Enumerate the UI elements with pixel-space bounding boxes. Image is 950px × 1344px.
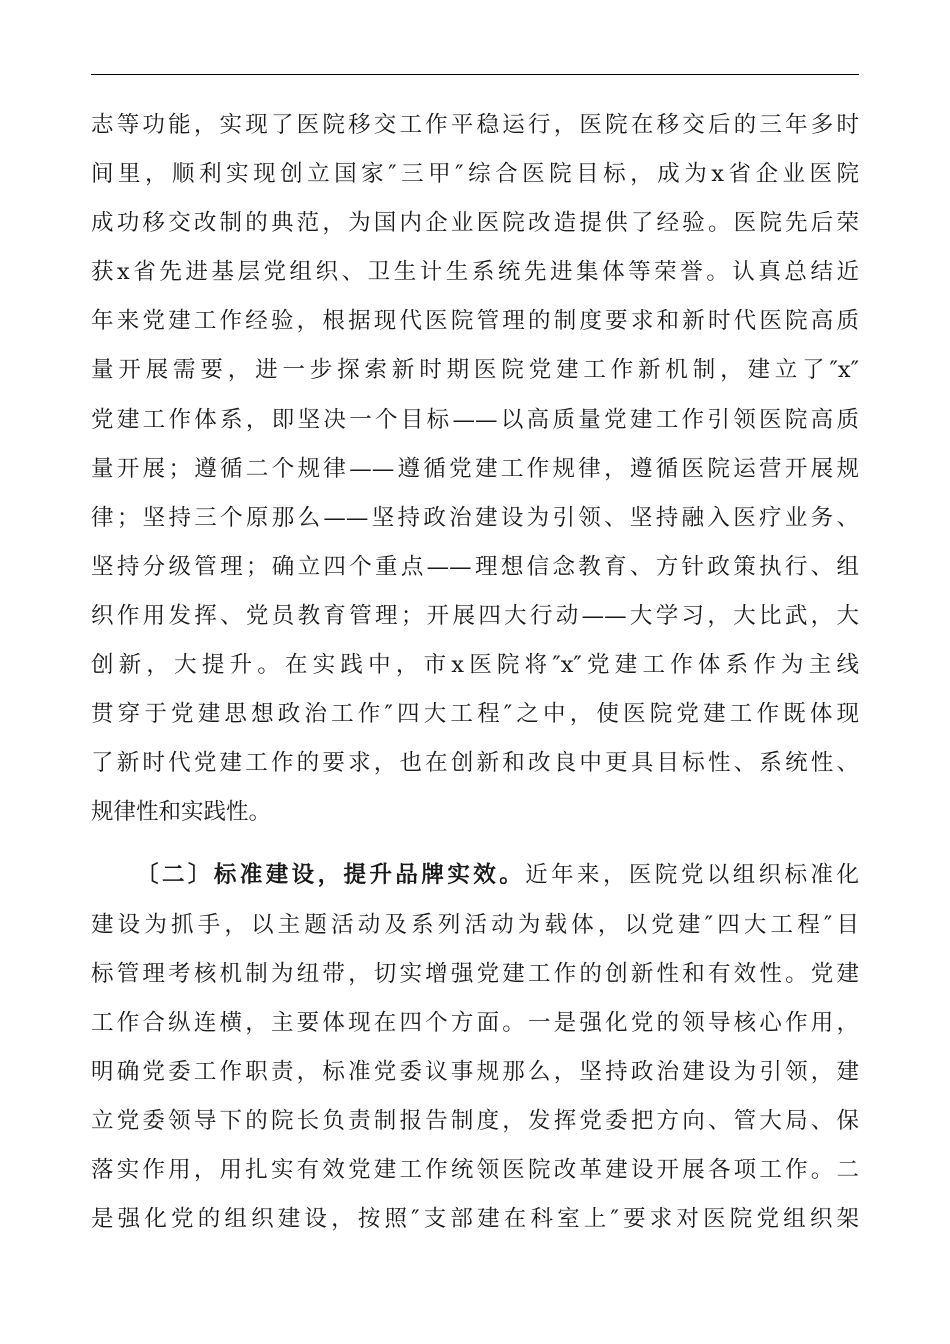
text-line: 规律性和实践性。 (91, 799, 272, 826)
text-line-first (91, 851, 859, 900)
document-body (91, 101, 859, 1244)
text-line: 建设为抓手，以主题活动及系列活动为载体，以党建″四大工程″目 (91, 911, 859, 938)
text-line: 间里，顺利实现创立国家″三甲″综合医院目标，成为x省企业医院 (91, 161, 859, 188)
section-heading: 〔二〕标准建设，提升品牌实效。 (136, 862, 526, 889)
text-line: 律；坚持三个原那么——坚持政治建设为引领、坚持融入医疗业务、 (91, 504, 859, 531)
header-rule (91, 74, 859, 75)
text-line: 标管理考核机制为纽带，切实增强党建工作的创新性和有效性。党建 (91, 960, 859, 987)
text-line: 落实作用，用扎实有效党建工作统领医院改革建设开展各项工作。二 (91, 1156, 859, 1183)
text-line: 量开展；遵循二个规律——遵循党建工作规律，遵循医院运营开展规 (91, 455, 859, 482)
text-line: 量开展需要，进一步探索新时期医院党建工作新机制，建立了″x″ (91, 357, 859, 384)
text-line: 工作合纵连横，主要体现在四个方面。一是强化党的领导核心作用， (91, 1009, 859, 1036)
text-line: 党建工作体系，即坚决一个目标——以高质量党建工作引领医院高质 (91, 406, 859, 433)
text-line: 了新时代党建工作的要求，也在创新和改良中更具目标性、系统性、 (91, 750, 859, 777)
text-line: 成功移交改制的典范，为国内企业医院改造提供了经验。医院先后荣 (91, 210, 859, 237)
paragraph-1 (91, 101, 859, 837)
text-run: 近年来，医院党以组织标准化 (525, 862, 859, 889)
text-line: 创新，大提升。在实践中，市x医院将″x″党建工作体系作为主线 (91, 652, 859, 679)
text-line: 获x省先进基层党组织、卫生计生系统先进集体等荣誉。认真总结近 (91, 259, 859, 286)
text-line: 志等功能，实现了医院移交工作平稳运行，医院在移交后的三年多时 (91, 112, 859, 138)
text-line: 坚持分级管理；确立四个重点——理想信念教育、方针政策执行、组 (91, 553, 859, 580)
text-line: 明确党委工作职责，标准党委议事规那么，坚持政治建设为引领，建 (91, 1058, 859, 1085)
text-line: 是强化党的组织建设，按照″支部建在科室上″要求对医院党组织架 (91, 1206, 859, 1233)
text-line: 年来党建工作经验，根据现代医院管理的制度要求和新时代医院高质 (91, 308, 859, 335)
text-line: 贯穿于党建思想政治工作″四大工程″之中，使医院党建工作既体现 (91, 701, 859, 728)
paragraph-2 (91, 851, 859, 1244)
text-line: 立党委领导下的院长负责制报告制度，发挥党委把方向、管大局、保 (91, 1107, 859, 1134)
paragraph-gap (91, 837, 859, 851)
text-line: 织作用发挥、党员教育管理；开展四大行动——大学习，大比武，大 (91, 602, 859, 629)
